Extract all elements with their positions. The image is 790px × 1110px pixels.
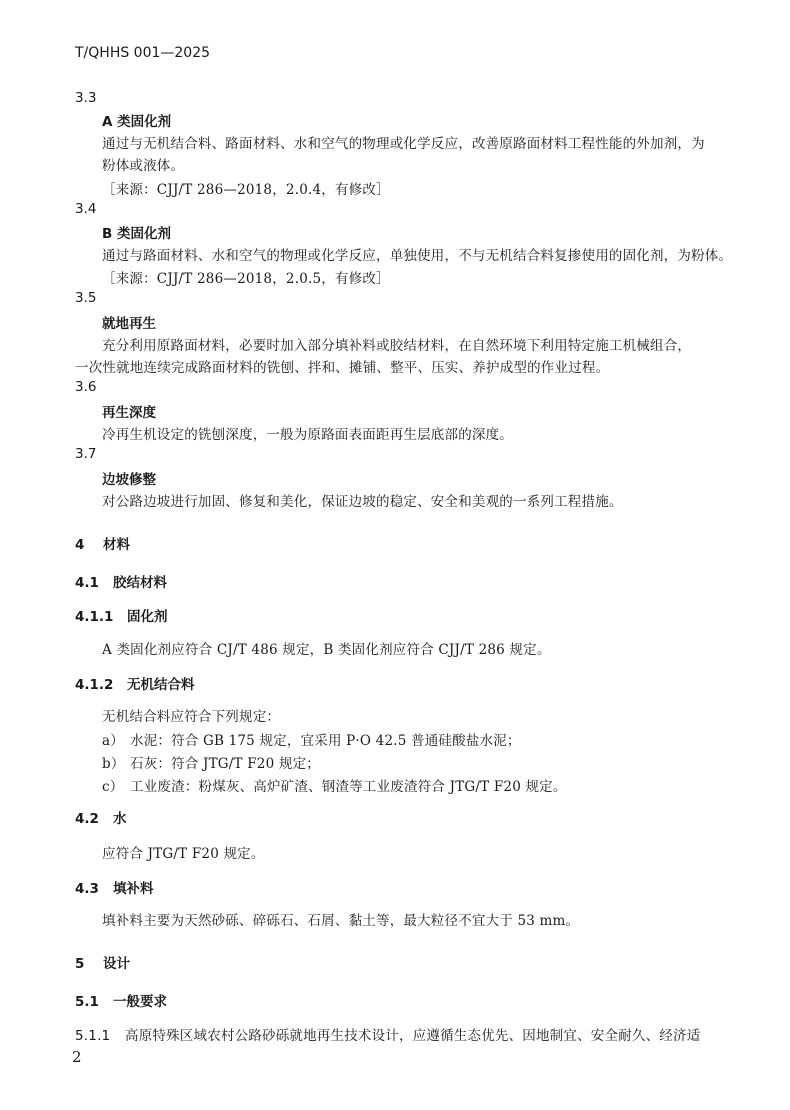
term-definition-line: 通过与无机结合料、路面材料、水和空气的物理或化学反应，改善原路面材料工程性能的外加剂，为 [102, 136, 705, 152]
clause-number: 4.1.2 [75, 677, 114, 693]
clause-text: 高原特殊区域农村公路砂砾就地再生技术设计，应遵循生态优先、因地制宜、安全耐久、经济适 [125, 1028, 701, 1044]
subsection-text: 填补料主要为天然砂砾、碎砾石、石屑、黏土等，最大粒径不宜大于 53 mm。 [102, 913, 580, 929]
subsection-heading [75, 990, 167, 1010]
section-heading [75, 533, 130, 553]
term-definition-line: 粉体或液体。 [102, 158, 185, 174]
section-number: 5 [75, 956, 85, 972]
section-heading [75, 952, 130, 972]
subsection-title: 胶结材料 [113, 575, 167, 591]
subsection-title: 一般要求 [113, 994, 167, 1010]
term-definition-line: 一次性就地连续完成路面材料的铣刨、拌和、摊铺、整平、压实、养护成型的作业过程。 [75, 360, 610, 376]
subsection-number: 5.1 [75, 994, 99, 1010]
list-item-text: 石灰：符合 JTG/T F20 规定； [130, 756, 320, 772]
list-item [102, 775, 567, 795]
term-number: 3.4 [75, 201, 97, 217]
subsection-number: 4.1 [75, 575, 99, 591]
clause-text: A 类固化剂应符合 CJ/T 486 规定，B 类固化剂应符合 CJJ/T 286 规定。 [102, 642, 551, 658]
term-definition-line: 对公路边坡进行加固、修复和美化，保证边坡的稳定、安全和美观的一系列工程措施。 [102, 494, 623, 510]
term-number: 3.5 [75, 290, 97, 306]
list-item-label: a） [102, 733, 124, 749]
subsection-text: 应符合 JTG/T F20 规定。 [102, 846, 265, 862]
clause-number: 5.1.1 [75, 1028, 111, 1044]
clause-number: 4.1.1 [75, 609, 114, 625]
clause-title: 固化剂 [127, 609, 168, 625]
term-title: 边坡修整 [102, 472, 156, 488]
section-number: 4 [75, 537, 85, 553]
term-definition-line: 通过与路面材料、水和空气的物理或化学反应，单独使用，不与无机结合料复掺使用的固化剂，为粉体。 [102, 248, 733, 264]
section-title: 设计 [103, 956, 130, 972]
term-title: 就地再生 [102, 316, 156, 332]
list-item-text: 水泥：符合 GB 175 规定，宜采用 P·O 42.5 普通硅酸盐水泥； [130, 733, 521, 749]
subsection-number: 4.3 [75, 881, 99, 897]
term-number: 3.6 [75, 379, 97, 395]
document-id: T/QHHS 001—2025 [75, 45, 211, 61]
subsection-heading [75, 877, 154, 897]
subsection-number: 4.2 [75, 811, 99, 827]
term-title: B 类固化剂 [102, 226, 171, 242]
page-number: 2 [72, 1048, 82, 1066]
term-number: 3.3 [75, 90, 97, 106]
clause-intro: 无机结合料应符合下列规定： [102, 709, 281, 725]
list-item-label: b） [102, 756, 125, 772]
subsection-heading [75, 807, 127, 827]
subsection-heading [75, 571, 167, 591]
term-definition-line: 充分利用原路面材料，必要时加入部分填补料或胶结材料，在自然环境下利用特定施工机械组合， [102, 338, 692, 354]
clause-line [75, 1024, 700, 1044]
subsection-title: 水 [113, 811, 127, 827]
term-title: A 类固化剂 [102, 114, 172, 130]
list-item-label: c） [102, 779, 124, 795]
term-title: 再生深度 [102, 405, 156, 421]
list-item [102, 729, 521, 749]
clause-heading [75, 673, 195, 693]
clause-title: 无机结合料 [127, 677, 195, 693]
term-definition-line: 冷再生机设定的铣刨深度，一般为原路面表面距再生层底部的深度。 [102, 427, 513, 443]
term-source: ［来源：CJJ/T 286—2018，2.0.5，有修改］ [102, 271, 390, 287]
subsection-title: 填补料 [113, 881, 154, 897]
list-item [102, 752, 320, 772]
term-number: 3.7 [75, 446, 97, 462]
term-source: ［来源：CJJ/T 286—2018，2.0.4，有修改］ [102, 182, 390, 198]
clause-heading [75, 605, 168, 625]
section-title: 材料 [103, 537, 130, 553]
list-item-text: 工业废渣：粉煤灰、高炉矿渣、钢渣等工业废渣符合 JTG/T F20 规定。 [130, 779, 567, 795]
